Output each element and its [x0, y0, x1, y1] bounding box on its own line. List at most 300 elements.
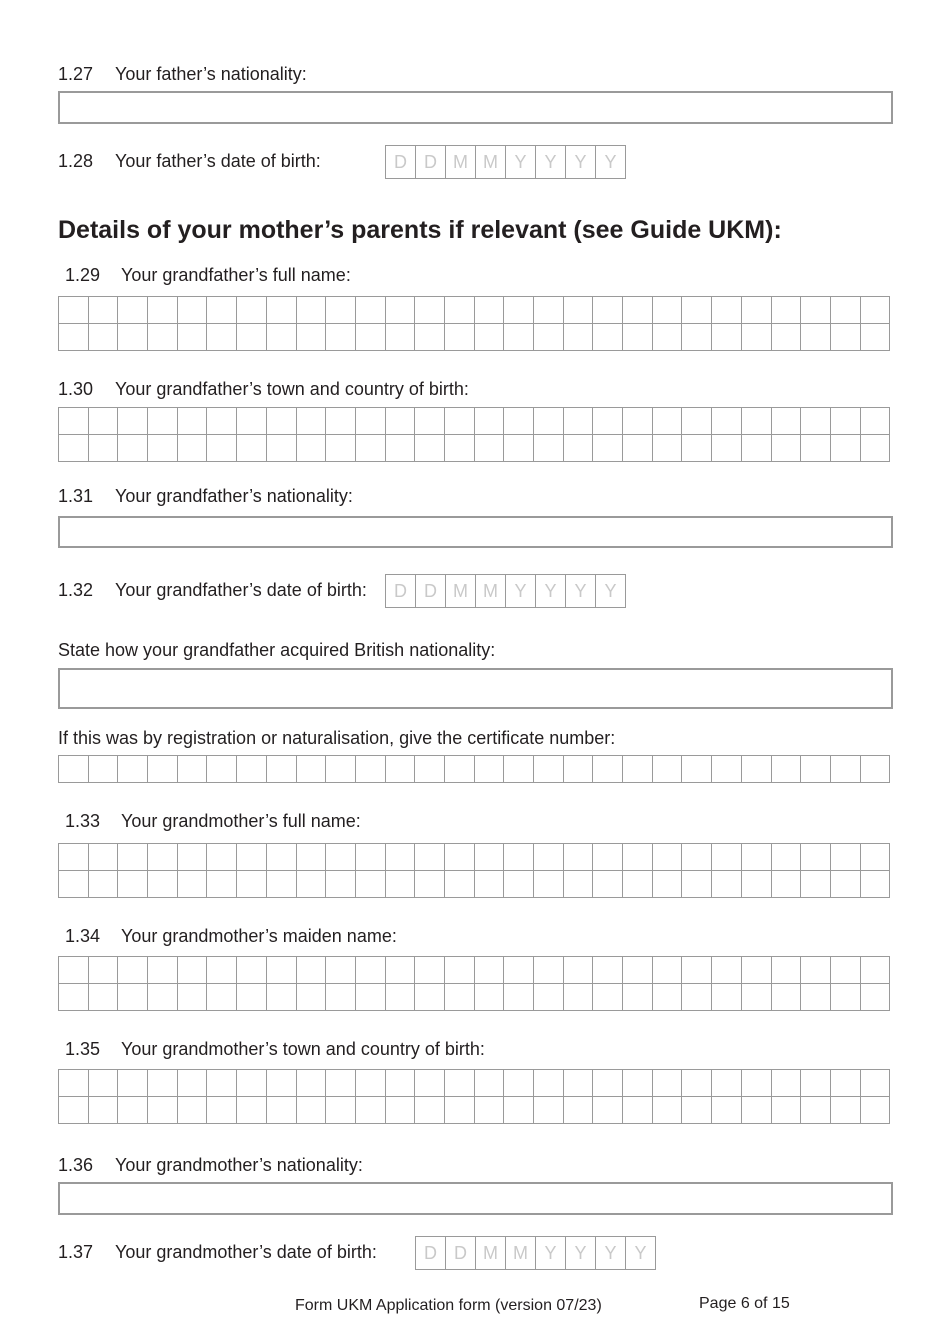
char-cell[interactable]: [445, 756, 475, 783]
char-cell[interactable]: [326, 1070, 356, 1097]
char-cell[interactable]: [445, 871, 475, 898]
char-cell[interactable]: [682, 408, 712, 435]
char-cell[interactable]: [772, 984, 802, 1011]
char-cell[interactable]: [207, 324, 237, 351]
char-cell[interactable]: [801, 871, 831, 898]
char-cell[interactable]: [475, 324, 505, 351]
char-cell[interactable]: [475, 435, 505, 462]
char-cell[interactable]: [801, 435, 831, 462]
char-cell[interactable]: [415, 871, 445, 898]
char-cell[interactable]: [89, 435, 119, 462]
char-cell[interactable]: [59, 297, 89, 324]
date-digit-cell[interactable]: D: [416, 146, 446, 178]
char-cell[interactable]: [593, 871, 623, 898]
grandmother-maiden-name-grid[interactable]: [58, 956, 890, 1011]
char-cell[interactable]: [682, 324, 712, 351]
char-cell[interactable]: [475, 1070, 505, 1097]
char-cell[interactable]: [772, 408, 802, 435]
char-cell[interactable]: [178, 756, 208, 783]
char-cell[interactable]: [534, 844, 564, 871]
char-cell[interactable]: [237, 984, 267, 1011]
char-cell[interactable]: [267, 957, 297, 984]
char-cell[interactable]: [148, 297, 178, 324]
char-cell[interactable]: [861, 1070, 891, 1097]
char-cell[interactable]: [118, 844, 148, 871]
char-cell[interactable]: [207, 1097, 237, 1124]
char-cell[interactable]: [623, 871, 653, 898]
char-cell[interactable]: [386, 756, 416, 783]
char-cell[interactable]: [475, 871, 505, 898]
char-cell[interactable]: [89, 957, 119, 984]
char-cell[interactable]: [267, 844, 297, 871]
char-cell[interactable]: [653, 297, 683, 324]
date-digit-cell[interactable]: D: [386, 575, 416, 607]
char-cell[interactable]: [534, 324, 564, 351]
char-cell[interactable]: [564, 435, 594, 462]
grandfather-full-name-grid[interactable]: [58, 296, 890, 351]
char-cell[interactable]: [653, 324, 683, 351]
char-cell[interactable]: [712, 957, 742, 984]
char-cell[interactable]: [118, 871, 148, 898]
char-cell[interactable]: [59, 984, 89, 1011]
date-digit-cell[interactable]: M: [446, 575, 476, 607]
char-cell[interactable]: [207, 844, 237, 871]
char-cell[interactable]: [386, 1070, 416, 1097]
char-cell[interactable]: [237, 1097, 267, 1124]
char-cell[interactable]: [682, 1097, 712, 1124]
char-cell[interactable]: [415, 756, 445, 783]
char-cell[interactable]: [564, 1070, 594, 1097]
char-cell[interactable]: [237, 957, 267, 984]
char-cell[interactable]: [504, 435, 534, 462]
char-cell[interactable]: [326, 844, 356, 871]
date-digit-cell[interactable]: D: [416, 1237, 446, 1269]
char-cell[interactable]: [415, 324, 445, 351]
char-cell[interactable]: [178, 844, 208, 871]
char-cell[interactable]: [356, 1070, 386, 1097]
char-cell[interactable]: [59, 435, 89, 462]
char-cell[interactable]: [831, 1070, 861, 1097]
char-cell[interactable]: [356, 844, 386, 871]
char-cell[interactable]: [415, 844, 445, 871]
char-cell[interactable]: [593, 957, 623, 984]
char-cell[interactable]: [475, 844, 505, 871]
char-cell[interactable]: [623, 297, 653, 324]
char-cell[interactable]: [148, 844, 178, 871]
char-cell[interactable]: [297, 435, 327, 462]
char-cell[interactable]: [801, 844, 831, 871]
char-cell[interactable]: [623, 324, 653, 351]
date-digit-cell[interactable]: D: [446, 1237, 476, 1269]
char-cell[interactable]: [534, 1097, 564, 1124]
char-cell[interactable]: [207, 408, 237, 435]
char-cell[interactable]: [297, 871, 327, 898]
char-cell[interactable]: [801, 324, 831, 351]
char-cell[interactable]: [415, 408, 445, 435]
date-digit-cell[interactable]: D: [416, 575, 446, 607]
char-cell[interactable]: [356, 408, 386, 435]
char-cell[interactable]: [118, 984, 148, 1011]
date-digit-cell[interactable]: Y: [506, 146, 536, 178]
char-cell[interactable]: [861, 324, 891, 351]
char-cell[interactable]: [267, 435, 297, 462]
char-cell[interactable]: [475, 1097, 505, 1124]
char-cell[interactable]: [267, 297, 297, 324]
char-cell[interactable]: [356, 297, 386, 324]
char-cell[interactable]: [445, 957, 475, 984]
char-cell[interactable]: [564, 756, 594, 783]
char-cell[interactable]: [89, 297, 119, 324]
char-cell[interactable]: [475, 408, 505, 435]
char-cell[interactable]: [504, 871, 534, 898]
char-cell[interactable]: [386, 435, 416, 462]
char-cell[interactable]: [326, 408, 356, 435]
char-cell[interactable]: [415, 435, 445, 462]
char-cell[interactable]: [207, 1070, 237, 1097]
char-cell[interactable]: [772, 1097, 802, 1124]
char-cell[interactable]: [89, 984, 119, 1011]
char-cell[interactable]: [267, 756, 297, 783]
grandmother-full-name-grid[interactable]: [58, 843, 890, 898]
char-cell[interactable]: [623, 408, 653, 435]
char-cell[interactable]: [356, 984, 386, 1011]
char-cell[interactable]: [504, 756, 534, 783]
char-cell[interactable]: [682, 1070, 712, 1097]
char-cell[interactable]: [297, 957, 327, 984]
date-digit-cell[interactable]: Y: [506, 575, 536, 607]
date-digit-cell[interactable]: Y: [566, 575, 596, 607]
char-cell[interactable]: [772, 435, 802, 462]
char-cell[interactable]: [742, 756, 772, 783]
date-digit-cell[interactable]: D: [386, 146, 416, 178]
char-cell[interactable]: [445, 297, 475, 324]
char-cell[interactable]: [831, 957, 861, 984]
char-cell[interactable]: [623, 984, 653, 1011]
char-cell[interactable]: [801, 408, 831, 435]
char-cell[interactable]: [297, 756, 327, 783]
char-cell[interactable]: [504, 408, 534, 435]
char-cell[interactable]: [267, 1097, 297, 1124]
char-cell[interactable]: [118, 1097, 148, 1124]
char-cell[interactable]: [148, 871, 178, 898]
date-digit-cell[interactable]: Y: [626, 1237, 656, 1269]
char-cell[interactable]: [831, 844, 861, 871]
date-digit-cell[interactable]: Y: [536, 146, 566, 178]
char-cell[interactable]: [742, 324, 772, 351]
char-cell[interactable]: [118, 297, 148, 324]
char-cell[interactable]: [148, 1097, 178, 1124]
char-cell[interactable]: [445, 844, 475, 871]
char-cell[interactable]: [148, 957, 178, 984]
char-cell[interactable]: [801, 297, 831, 324]
char-cell[interactable]: [237, 324, 267, 351]
date-digit-cell[interactable]: Y: [596, 575, 626, 607]
char-cell[interactable]: [386, 844, 416, 871]
char-cell[interactable]: [534, 297, 564, 324]
char-cell[interactable]: [504, 297, 534, 324]
char-cell[interactable]: [356, 957, 386, 984]
char-cell[interactable]: [772, 871, 802, 898]
char-cell[interactable]: [297, 297, 327, 324]
char-cell[interactable]: [653, 957, 683, 984]
char-cell[interactable]: [682, 435, 712, 462]
char-cell[interactable]: [415, 297, 445, 324]
char-cell[interactable]: [59, 844, 89, 871]
char-cell[interactable]: [831, 297, 861, 324]
char-cell[interactable]: [445, 984, 475, 1011]
char-cell[interactable]: [712, 324, 742, 351]
char-cell[interactable]: [59, 408, 89, 435]
grandfather-nationality-input[interactable]: [58, 516, 893, 548]
char-cell[interactable]: [564, 957, 594, 984]
char-cell[interactable]: [297, 324, 327, 351]
father-nationality-input[interactable]: [58, 91, 893, 124]
char-cell[interactable]: [712, 297, 742, 324]
char-cell[interactable]: [504, 1097, 534, 1124]
date-digit-cell[interactable]: Y: [596, 146, 626, 178]
char-cell[interactable]: [593, 844, 623, 871]
date-digit-cell[interactable]: Y: [536, 575, 566, 607]
date-digit-cell[interactable]: M: [476, 146, 506, 178]
char-cell[interactable]: [564, 1097, 594, 1124]
date-digit-cell[interactable]: Y: [536, 1237, 566, 1269]
char-cell[interactable]: [148, 984, 178, 1011]
char-cell[interactable]: [297, 844, 327, 871]
char-cell[interactable]: [89, 844, 119, 871]
char-cell[interactable]: [504, 957, 534, 984]
char-cell[interactable]: [593, 984, 623, 1011]
char-cell[interactable]: [534, 756, 564, 783]
char-cell[interactable]: [386, 408, 416, 435]
char-cell[interactable]: [742, 1097, 772, 1124]
char-cell[interactable]: [297, 984, 327, 1011]
char-cell[interactable]: [534, 435, 564, 462]
char-cell[interactable]: [178, 871, 208, 898]
char-cell[interactable]: [207, 435, 237, 462]
char-cell[interactable]: [653, 1070, 683, 1097]
char-cell[interactable]: [178, 1097, 208, 1124]
char-cell[interactable]: [148, 1070, 178, 1097]
char-cell[interactable]: [237, 1070, 267, 1097]
char-cell[interactable]: [297, 1070, 327, 1097]
char-cell[interactable]: [742, 435, 772, 462]
char-cell[interactable]: [712, 1070, 742, 1097]
char-cell[interactable]: [682, 984, 712, 1011]
char-cell[interactable]: [504, 984, 534, 1011]
char-cell[interactable]: [237, 408, 267, 435]
char-cell[interactable]: [653, 408, 683, 435]
char-cell[interactable]: [831, 871, 861, 898]
char-cell[interactable]: [534, 984, 564, 1011]
char-cell[interactable]: [831, 984, 861, 1011]
char-cell[interactable]: [861, 984, 891, 1011]
char-cell[interactable]: [386, 324, 416, 351]
char-cell[interactable]: [593, 408, 623, 435]
char-cell[interactable]: [178, 984, 208, 1011]
char-cell[interactable]: [623, 1097, 653, 1124]
char-cell[interactable]: [712, 756, 742, 783]
char-cell[interactable]: [801, 1097, 831, 1124]
char-cell[interactable]: [326, 1097, 356, 1124]
char-cell[interactable]: [623, 957, 653, 984]
char-cell[interactable]: [682, 297, 712, 324]
char-cell[interactable]: [742, 844, 772, 871]
char-cell[interactable]: [623, 756, 653, 783]
char-cell[interactable]: [415, 1097, 445, 1124]
char-cell[interactable]: [326, 984, 356, 1011]
char-cell[interactable]: [356, 1097, 386, 1124]
char-cell[interactable]: [564, 844, 594, 871]
grandmother-nationality-input[interactable]: [58, 1182, 893, 1215]
char-cell[interactable]: [653, 984, 683, 1011]
char-cell[interactable]: [831, 324, 861, 351]
char-cell[interactable]: [237, 297, 267, 324]
char-cell[interactable]: [178, 957, 208, 984]
char-cell[interactable]: [415, 1070, 445, 1097]
char-cell[interactable]: [831, 408, 861, 435]
char-cell[interactable]: [207, 984, 237, 1011]
date-digit-cell[interactable]: M: [446, 146, 476, 178]
char-cell[interactable]: [178, 324, 208, 351]
char-cell[interactable]: [682, 844, 712, 871]
char-cell[interactable]: [118, 957, 148, 984]
date-digit-cell[interactable]: M: [476, 575, 506, 607]
char-cell[interactable]: [475, 957, 505, 984]
grandfather-birthplace-grid[interactable]: [58, 407, 890, 462]
char-cell[interactable]: [712, 408, 742, 435]
char-cell[interactable]: [742, 957, 772, 984]
char-cell[interactable]: [178, 297, 208, 324]
char-cell[interactable]: [564, 871, 594, 898]
char-cell[interactable]: [267, 408, 297, 435]
char-cell[interactable]: [712, 1097, 742, 1124]
char-cell[interactable]: [623, 1070, 653, 1097]
char-cell[interactable]: [89, 1070, 119, 1097]
char-cell[interactable]: [534, 871, 564, 898]
char-cell[interactable]: [118, 324, 148, 351]
char-cell[interactable]: [237, 756, 267, 783]
char-cell[interactable]: [831, 435, 861, 462]
char-cell[interactable]: [59, 324, 89, 351]
char-cell[interactable]: [861, 957, 891, 984]
char-cell[interactable]: [682, 871, 712, 898]
char-cell[interactable]: [386, 1097, 416, 1124]
char-cell[interactable]: [237, 435, 267, 462]
char-cell[interactable]: [861, 871, 891, 898]
char-cell[interactable]: [178, 435, 208, 462]
char-cell[interactable]: [801, 1070, 831, 1097]
char-cell[interactable]: [326, 756, 356, 783]
char-cell[interactable]: [148, 408, 178, 435]
char-cell[interactable]: [742, 871, 772, 898]
char-cell[interactable]: [267, 871, 297, 898]
char-cell[interactable]: [564, 324, 594, 351]
char-cell[interactable]: [445, 435, 475, 462]
char-cell[interactable]: [772, 957, 802, 984]
char-cell[interactable]: [445, 408, 475, 435]
char-cell[interactable]: [742, 297, 772, 324]
char-cell[interactable]: [89, 756, 119, 783]
char-cell[interactable]: [861, 408, 891, 435]
char-cell[interactable]: [712, 435, 742, 462]
char-cell[interactable]: [59, 1070, 89, 1097]
date-digit-cell[interactable]: M: [476, 1237, 506, 1269]
char-cell[interactable]: [386, 297, 416, 324]
char-cell[interactable]: [534, 957, 564, 984]
char-cell[interactable]: [534, 408, 564, 435]
char-cell[interactable]: [475, 756, 505, 783]
char-cell[interactable]: [772, 1070, 802, 1097]
char-cell[interactable]: [207, 957, 237, 984]
grandmother-birthplace-grid[interactable]: [58, 1069, 890, 1124]
char-cell[interactable]: [593, 435, 623, 462]
char-cell[interactable]: [207, 297, 237, 324]
char-cell[interactable]: [564, 984, 594, 1011]
char-cell[interactable]: [623, 844, 653, 871]
char-cell[interactable]: [59, 871, 89, 898]
char-cell[interactable]: [742, 984, 772, 1011]
char-cell[interactable]: [712, 844, 742, 871]
char-cell[interactable]: [742, 408, 772, 435]
char-cell[interactable]: [89, 871, 119, 898]
char-cell[interactable]: [445, 324, 475, 351]
char-cell[interactable]: [297, 408, 327, 435]
grandmother-dob-input[interactable]: [415, 1236, 656, 1270]
char-cell[interactable]: [267, 1070, 297, 1097]
char-cell[interactable]: [445, 1097, 475, 1124]
char-cell[interactable]: [623, 435, 653, 462]
char-cell[interactable]: [653, 435, 683, 462]
char-cell[interactable]: [712, 871, 742, 898]
char-cell[interactable]: [772, 297, 802, 324]
char-cell[interactable]: [653, 756, 683, 783]
char-cell[interactable]: [148, 435, 178, 462]
char-cell[interactable]: [445, 1070, 475, 1097]
char-cell[interactable]: [326, 435, 356, 462]
char-cell[interactable]: [475, 297, 505, 324]
char-cell[interactable]: [148, 756, 178, 783]
char-cell[interactable]: [682, 957, 712, 984]
char-cell[interactable]: [237, 871, 267, 898]
char-cell[interactable]: [801, 984, 831, 1011]
char-cell[interactable]: [118, 1070, 148, 1097]
char-cell[interactable]: [861, 297, 891, 324]
char-cell[interactable]: [326, 871, 356, 898]
char-cell[interactable]: [772, 844, 802, 871]
char-cell[interactable]: [207, 756, 237, 783]
char-cell[interactable]: [475, 984, 505, 1011]
char-cell[interactable]: [178, 408, 208, 435]
char-cell[interactable]: [772, 324, 802, 351]
char-cell[interactable]: [118, 408, 148, 435]
date-digit-cell[interactable]: Y: [596, 1237, 626, 1269]
char-cell[interactable]: [89, 324, 119, 351]
char-cell[interactable]: [831, 756, 861, 783]
char-cell[interactable]: [415, 957, 445, 984]
char-cell[interactable]: [772, 756, 802, 783]
char-cell[interactable]: [593, 1097, 623, 1124]
char-cell[interactable]: [89, 1097, 119, 1124]
char-cell[interactable]: [801, 756, 831, 783]
char-cell[interactable]: [326, 957, 356, 984]
char-cell[interactable]: [326, 324, 356, 351]
certificate-number-grid[interactable]: [58, 755, 890, 783]
char-cell[interactable]: [653, 844, 683, 871]
char-cell[interactable]: [386, 957, 416, 984]
char-cell[interactable]: [712, 984, 742, 1011]
date-digit-cell[interactable]: Y: [566, 1237, 596, 1269]
char-cell[interactable]: [564, 408, 594, 435]
